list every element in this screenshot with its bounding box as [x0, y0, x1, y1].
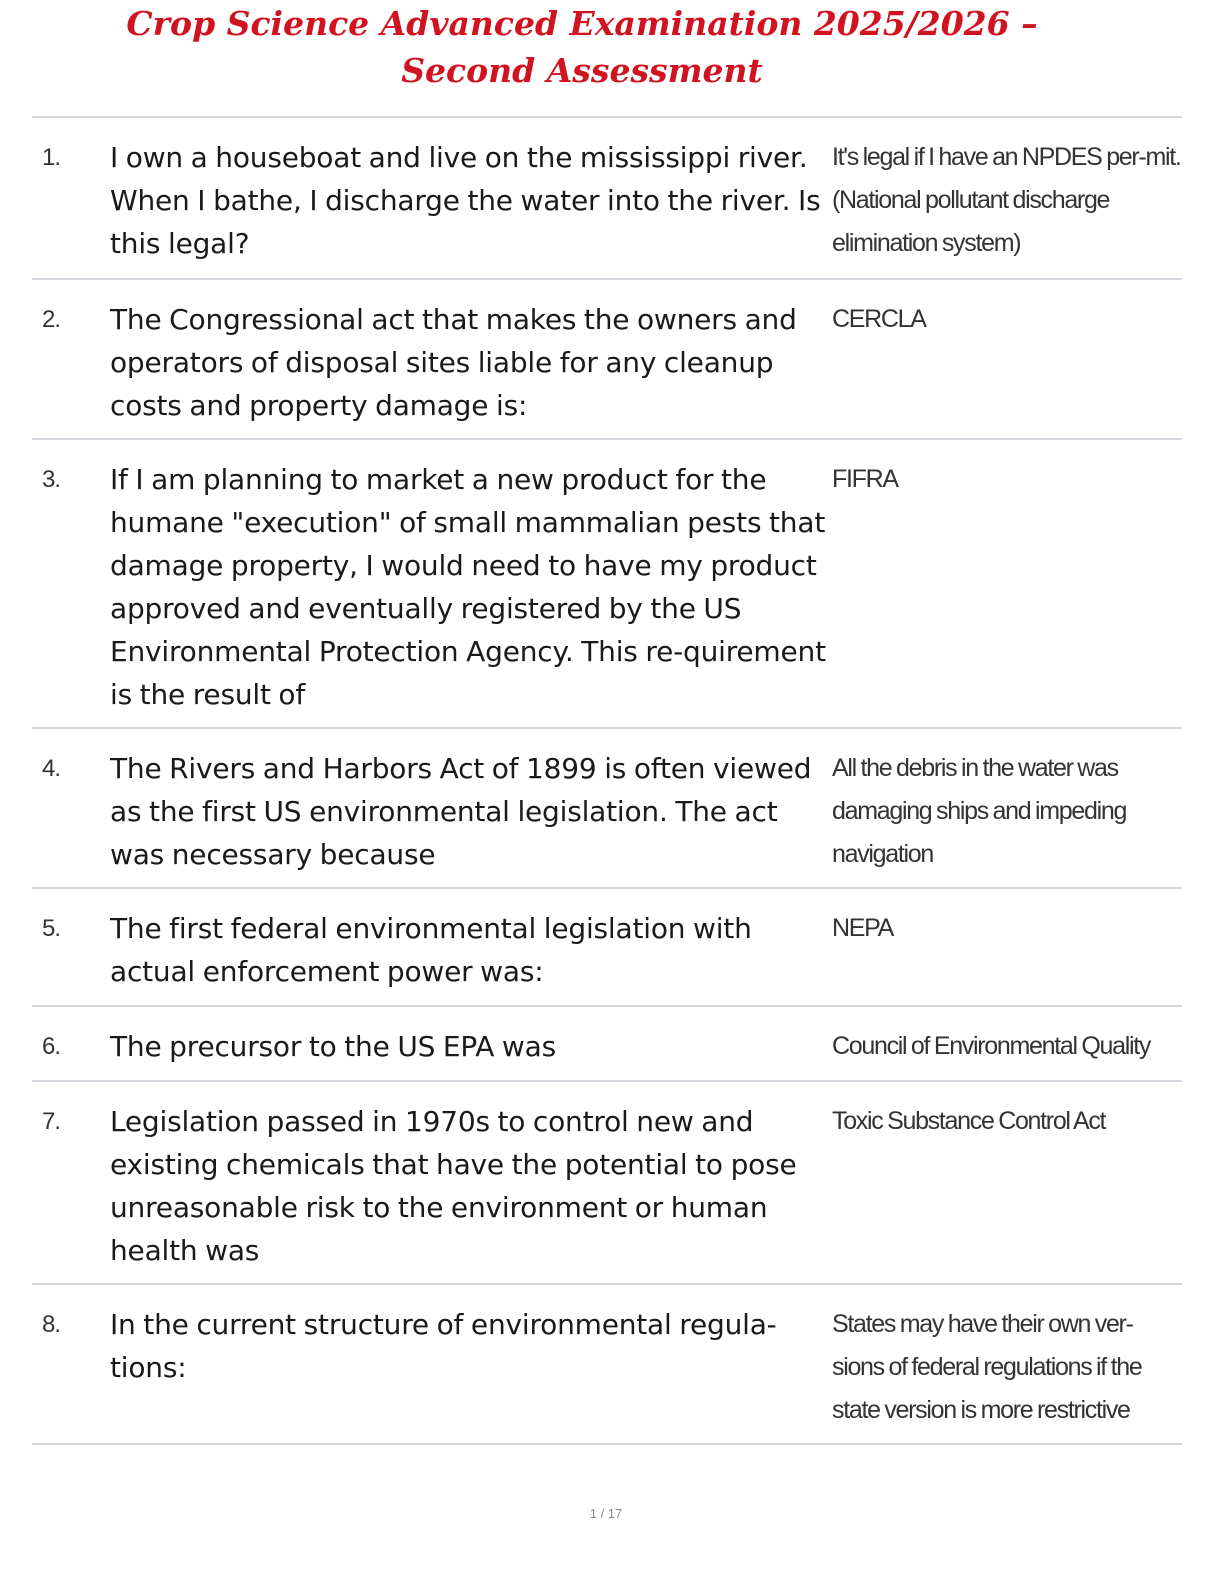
answer-text: CERCLA: [832, 305, 926, 333]
question-text: The Congressional act that makes the owners and operators of disposal sites liable for any cleanup costs and property damage is:: [110, 303, 797, 422]
answer-text: It's legal if I have an NPDES per-mit. (National pollutant discharge elimination system): [832, 143, 1181, 257]
question-text: The precursor to the US EPA was: [110, 1030, 556, 1063]
question-text: I own a houseboat and live on the mississippi river. When I bathe, I discharge the water into the river. Is this legal?: [110, 141, 821, 260]
question-row: [32, 1285, 1182, 1445]
page-title-line-2: Second Assessment: [401, 51, 763, 90]
question-row: [32, 1007, 1182, 1082]
question-row: [32, 440, 1182, 729]
page-title-line-1: Crop Science Advanced Examination 2025/2026 –: [126, 4, 1038, 43]
page-title: [0, 0, 1164, 94]
question-row: [32, 118, 1182, 280]
question-text: Legislation passed in 1970s to control new and existing chemicals that have the potential to pose unreasonable risk to the environment or human health was: [110, 1105, 797, 1267]
question-text: If I am planning to market a new product for the humane "execution" of small mammalian pests that damage property, I would need to have my product approved and eventually registered by the US Environmental Protection Agency. This re-quirement is the result of: [110, 463, 826, 711]
question-number: 4.: [42, 755, 61, 782]
answer-text: FIFRA: [832, 465, 898, 493]
question-number: 6.: [42, 1033, 61, 1060]
answer-text: NEPA: [832, 914, 894, 942]
page-indicator: 1 / 17: [589, 1506, 623, 1521]
question-number: 7.: [42, 1108, 61, 1135]
question-number: 8.: [42, 1311, 61, 1338]
answer-text: Toxic Substance Control Act: [832, 1107, 1106, 1135]
answer-text: States may have their own ver-sions of federal regulations if the state version is more restrictive: [832, 1310, 1142, 1424]
question-row: [32, 1082, 1182, 1285]
question-number: 2.: [42, 306, 61, 333]
question-number: 3.: [42, 466, 61, 493]
question-text: The Rivers and Harbors Act of 1899 is often viewed as the first US environmental legislation. The act was necessary because: [110, 752, 812, 871]
question-row: [32, 729, 1182, 889]
question-text: In the current structure of environmental regula-tions:: [110, 1308, 777, 1384]
question-number: 1.: [42, 144, 61, 171]
question-row: [32, 280, 1182, 440]
question-row: [32, 889, 1182, 1007]
question-text: The first federal environmental legislation with actual enforcement power was:: [110, 912, 752, 988]
question-number: 5.: [42, 915, 61, 942]
question-answer-table: [32, 116, 1182, 1445]
answer-text: Council of Environmental Quality: [832, 1032, 1151, 1060]
answer-text: All the debris in the water was damaging ships and impeding navigation: [832, 754, 1127, 868]
